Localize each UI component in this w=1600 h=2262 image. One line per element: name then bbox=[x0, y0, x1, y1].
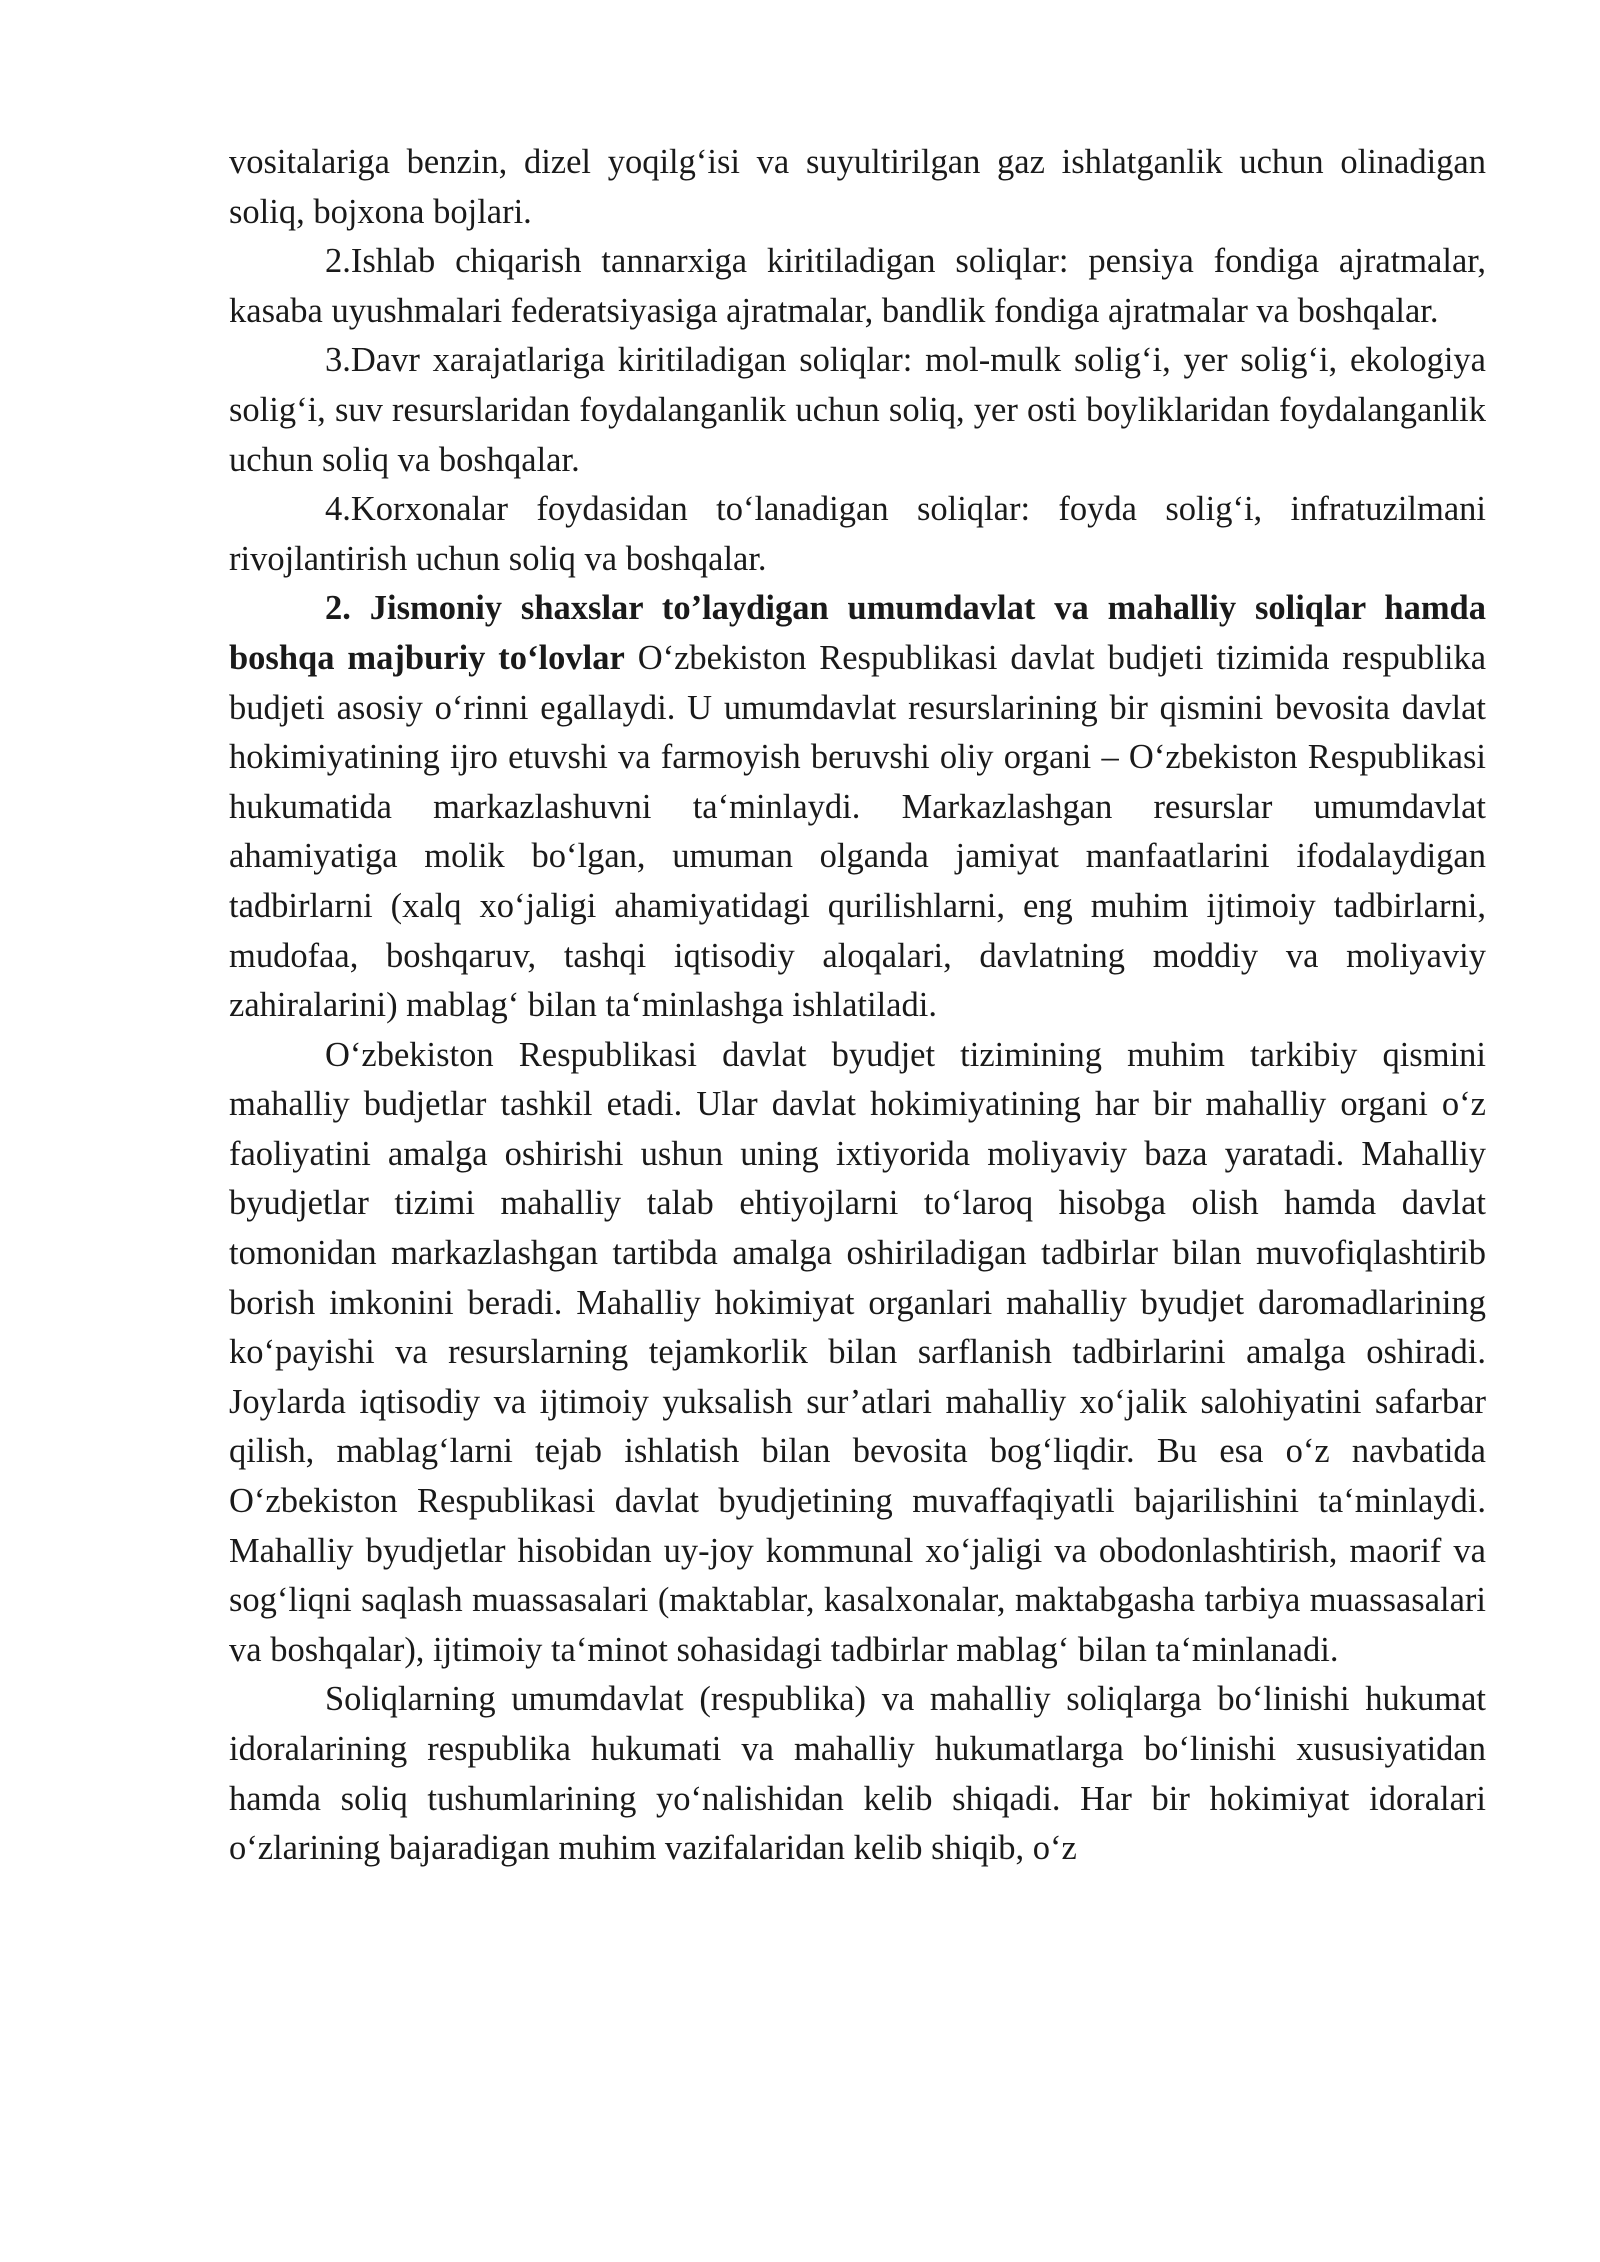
paragraph-production-cost-taxes: 2.Ishlab chiqarish tannarxiga kiritiladigan soliqlar: pensiya fondiga ajratmalar, kasaba uyushmalari federatsiyasiga ajratmalar, bandlik fondiga ajratmalar va boshqalar. bbox=[229, 242, 1486, 330]
paragraph-continuation: vositalariga benzin, dizel yoqilg‘isi va suyultirilgan gaz ishlatganlik uchun olinadigan soliq, bojxona bojlari. bbox=[229, 143, 1486, 231]
section-heading: 2. Jismoniy shaxslar to’laydigan umumdavlat va mahalliy soliqlar hamda boshqa majburiy to‘lovlar bbox=[229, 589, 1486, 677]
document-page bbox=[229, 138, 1486, 1874]
paragraph-tax-division: Soliqlarning umumdavlat (respublika) va mahalliy soliqlarga bo‘linishi hukumat idoralarining respublika hukumati va mahalliy hukumatlarga bo‘linishi xususiyatidan hamda soliq tushumlarining yo‘nalishidan kelib shiqadi. Har bir hokimiyat idoralari o‘zlarining bajaradigan muhim vazifalaridan kelib shiqib, o‘z bbox=[229, 1680, 1486, 1868]
section-heading-body: O‘zbekiston Respublikasi davlat budjeti tizimida respublika budjeti asosiy o‘rinni egallaydi. U umumdavlat resurslarining bir qismini bevosita davlat hokimiyatining ijro etuvshi va farmoyish beruvshi oliy organi – O‘zbekiston Respublikasi hukumatida markazlashuvni ta‘minlaydi. Markazlashgan resurslar umumdavlat ahamiyatiga molik bo‘lgan, umuman olganda jamiyat manfaatlarini ifodalaydigan tadbirlarni (xalq xo‘jaligi ahamiyatidagi qurilishlarni, eng muhim ijtimoiy tadbirlarni, mudofaa, boshqaruv, tashqi iqtisodiy aloqalari, davlatning moddiy va moliyaviy zahiralarini) mablag‘ bilan ta‘minlashga ishlatiladi. bbox=[229, 638, 1487, 1025]
paragraph-profit-taxes: 4.Korxonalar foydasidan to‘lanadigan soliqlar: foyda solig‘i, infratuzilmani rivojlantirish uchun soliq va boshqalar. bbox=[229, 490, 1486, 578]
paragraph-individual-taxes bbox=[229, 584, 1486, 1030]
paragraph-period-expense-taxes: 3.Davr xarajatlariga kiritiladigan soliqlar: mol-mulk solig‘i, yer solig‘i, ekologiya solig‘i, suv resurslaridan foydalanganlik uchun soliq, yer osti boyliklaridan foydalanganlik uchun soliq va boshqalar. bbox=[229, 341, 1486, 479]
paragraph-local-budgets: O‘zbekiston Respublikasi davlat byudjet tizimining muhim tarkibiy qismini mahalliy budjetlar tashkil etadi. Ular davlat hokimiyatining har bir mahalliy organi o‘z faoliyatini amalga oshirishi ushun uning ixtiyorida moliyaviy baza yaratadi. Mahalliy byudjetlar tizimi mahalliy talab ehtiyojlarni to‘laroq hisobga olish hamda davlat tomonidan markazlashgan tartibda amalga oshiriladigan tadbirlar bilan muvofiqlashtirib borish imkonini beradi. Mahalliy hokimiyat organlari mahalliy byudjet daromadlarining ko‘payishi va resurslarning tejamkorlik bilan sarflanish tadbirlarini amalga oshiradi. Joylarda iqtisodiy va ijtimoiy yuksalish sur’atlari mahalliy xo‘jalik salohiyatini safarbar qilish, mablag‘larni tejab ishlatish bilan bevosita bog‘liqdir. Bu esa o‘z navbatida O‘zbekiston Respublikasi davlat byudjetining muvaffaqiyatli bajarilishini ta‘minlaydi. Mahalliy byudjetlar hisobidan uy-joy kommunal xo‘jaligi va obodonlashtirish, maorif va sog‘liqni saqlash muassasalari (maktablar, kasalxonalar, maktabgasha tarbiya muassasalari va boshqalar), ijtimoiy ta‘minot sohasidagi tadbirlar mablag‘ bilan ta‘minlanadi. bbox=[229, 1035, 1486, 1669]
